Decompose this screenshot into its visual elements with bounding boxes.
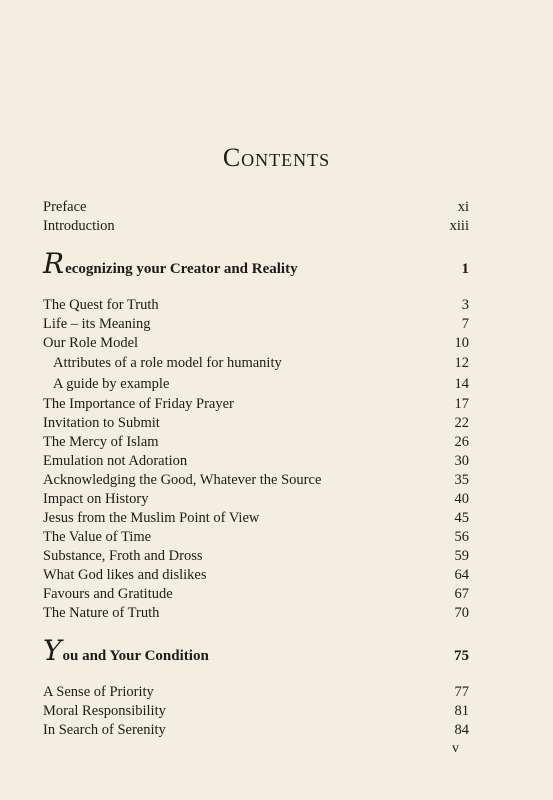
- toc-entry-label: A guide by example: [53, 376, 170, 392]
- part-page: 75: [454, 648, 469, 664]
- toc-entry-page: 17: [454, 396, 469, 412]
- toc-entry: [43, 702, 469, 721]
- toc-entry-label: Impact on History: [43, 491, 149, 507]
- page-title: Contents: [222, 143, 331, 172]
- toc-entry-label: Acknowledging the Good, Whatever the Source: [43, 472, 322, 488]
- toc-entry-page: 14: [454, 376, 469, 392]
- toc-entry: [43, 395, 469, 414]
- toc-entry: [43, 334, 469, 353]
- toc-entry-label: In Search of Serenity: [43, 722, 166, 738]
- toc-entry: [43, 604, 469, 623]
- part-2-entries: [43, 683, 469, 740]
- toc-entry-label: The Nature of Truth: [43, 605, 160, 621]
- toc-entry: [43, 585, 469, 604]
- part-heading-2: [43, 634, 469, 671]
- part-title-rest: ou and Your Condition: [62, 648, 209, 664]
- toc-subentry: [43, 353, 469, 374]
- toc-entry-page: 12: [454, 355, 469, 371]
- part-page: 1: [461, 261, 469, 277]
- page-number: v: [452, 741, 459, 756]
- toc-entry-page: 56: [454, 529, 469, 545]
- toc-entry: [43, 296, 469, 315]
- toc-entry-label: The Mercy of Islam: [43, 434, 159, 450]
- toc-entry-page: 59: [454, 548, 469, 564]
- toc-entry: [43, 509, 469, 528]
- toc-entry-page: 77: [454, 684, 469, 700]
- toc-entry-page: 84: [454, 722, 469, 738]
- part-title: [43, 247, 298, 284]
- toc-entry-label: Introduction: [43, 218, 115, 234]
- toc-entry-page: 67: [454, 586, 469, 602]
- toc-entry-label: Moral Responsibility: [43, 703, 166, 719]
- toc-entry: [43, 566, 469, 585]
- toc-entry-label: The Value of Time: [43, 529, 152, 545]
- toc-entry: [43, 315, 469, 334]
- toc-entry-label: Favours and Gratitude: [43, 586, 173, 602]
- part-1-entries: [43, 296, 469, 623]
- toc-entry: [43, 471, 469, 490]
- toc-entry-page: 26: [454, 434, 469, 450]
- toc-entry-page: 40: [454, 491, 469, 507]
- toc-entry: [43, 414, 469, 433]
- toc-entry: [43, 490, 469, 509]
- toc-entry-label: Jesus from the Muslim Point of View: [43, 510, 260, 526]
- toc-entry-label: Substance, Froth and Dross: [43, 548, 203, 564]
- toc-entry: [43, 528, 469, 547]
- toc-entry-page: 64: [454, 567, 469, 583]
- toc-entry-page: 30: [454, 453, 469, 469]
- toc-entry-page: xiii: [449, 218, 469, 234]
- part-title: [43, 634, 209, 671]
- part-dropcap: R: [43, 247, 65, 280]
- toc-entry-label: Preface: [43, 199, 87, 215]
- toc-entry-label: The Quest for Truth: [43, 297, 159, 313]
- toc-entry-label: Our Role Model: [43, 335, 139, 351]
- toc-entry-label: Invitation to Submit: [43, 415, 160, 431]
- toc-entry: [43, 721, 469, 740]
- toc-entry-label: Life – its Meaning: [43, 316, 151, 332]
- toc-entry-page: 10: [454, 335, 469, 351]
- toc-entry: [43, 452, 469, 471]
- toc-entry-label: Emulation not Adoration: [43, 453, 188, 469]
- toc-entry-label: What God likes and dislikes: [43, 567, 207, 583]
- table-of-contents: [43, 198, 469, 740]
- toc-entry: [43, 433, 469, 452]
- toc-entry-page: 35: [454, 472, 469, 488]
- toc-entry-introduction: [43, 217, 469, 236]
- toc-entry-page: 70: [454, 605, 469, 621]
- part-title-rest: ecognizing your Creator and Reality: [65, 261, 298, 277]
- toc-entry-page: xi: [457, 199, 469, 215]
- part-dropcap: Y: [43, 634, 62, 667]
- toc-entry-label: A Sense of Priority: [43, 684, 154, 700]
- toc-entry-label: The Importance of Friday Prayer: [43, 396, 234, 412]
- toc-entry: [43, 547, 469, 566]
- toc-subentry: [43, 374, 469, 395]
- toc-entry-label: Attributes of a role model for humanity: [53, 355, 282, 371]
- toc-entry: [43, 683, 469, 702]
- toc-entry-page: 7: [461, 316, 469, 332]
- toc-entry-preface: [43, 198, 469, 217]
- toc-entry-page: 22: [454, 415, 469, 431]
- part-heading-1: [43, 247, 469, 284]
- toc-entry-page: 3: [461, 297, 469, 313]
- toc-entry-page: 81: [454, 703, 469, 719]
- toc-entry-page: 45: [454, 510, 469, 526]
